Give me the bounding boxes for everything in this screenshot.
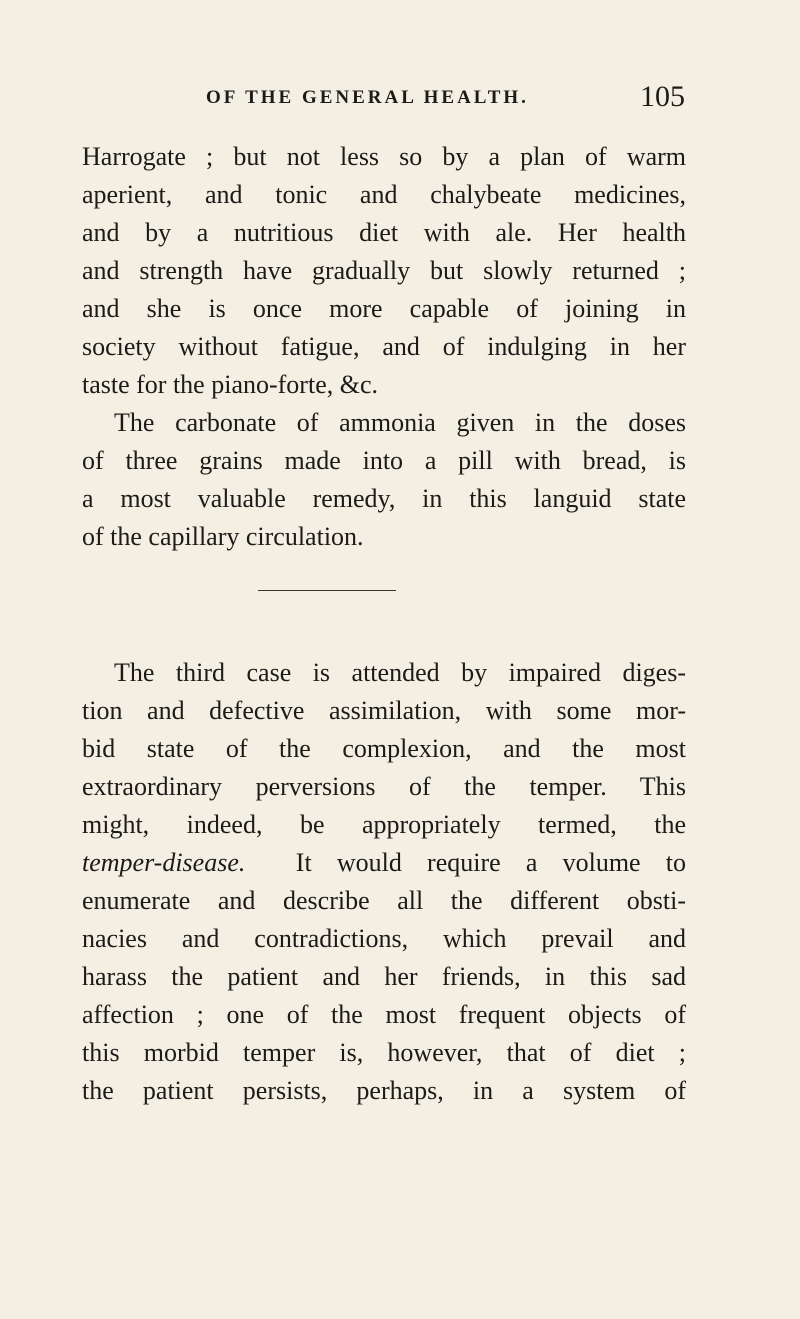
text-line: society without fatigue, and of indulging in her — [82, 332, 686, 361]
text-fragment: It would require a volume to — [295, 848, 686, 877]
page-header — [80, 80, 685, 112]
text-line: taste for the piano-forte, &c. — [82, 370, 378, 399]
text-line: nacies and contradictions, which prevail and — [82, 924, 686, 953]
text-line: Harrogate ; but not less so by a plan of warm — [82, 142, 686, 171]
text-line: this morbid temper is, however, that of diet ; — [82, 1038, 686, 1067]
text-line: The third case is attended by impaired diges- — [114, 658, 686, 687]
section-divider — [258, 590, 396, 591]
text-line: of the capillary circulation. — [82, 522, 364, 551]
text-line: affection ; one of the most frequent objects of — [82, 1000, 686, 1029]
text-line: and by a nutritious diet with ale. Her health — [82, 218, 686, 247]
text-line: harass the patient and her friends, in this sad — [82, 962, 686, 991]
text-line-mixed — [82, 848, 686, 878]
text-line: aperient, and tonic and chalybeate medicines, — [82, 180, 686, 209]
text-line: might, indeed, be appropriately termed, the — [82, 810, 686, 839]
page-number: 105 — [640, 80, 685, 113]
text-line: enumerate and describe all the different obsti- — [82, 886, 686, 915]
running-head: OF THE GENERAL HEALTH. — [206, 87, 529, 108]
text-line: and she is once more capable of joining in — [82, 294, 686, 323]
text-line: of three grains made into a pill with bread, is — [82, 446, 686, 475]
text-line: bid state of the complexion, and the most — [82, 734, 686, 763]
text-line: The carbonate of ammonia given in the doses — [114, 408, 686, 437]
text-line: and strength have gradually but slowly returned ; — [82, 256, 686, 285]
text-line: extraordinary perversions of the temper. This — [82, 772, 686, 801]
italic-term: temper-disease. — [82, 848, 246, 877]
text-line: tion and defective assimilation, with some mor- — [82, 696, 686, 725]
text-line: a most valuable remedy, in this languid state — [82, 484, 686, 513]
text-line: the patient persists, perhaps, in a system of — [82, 1076, 686, 1105]
